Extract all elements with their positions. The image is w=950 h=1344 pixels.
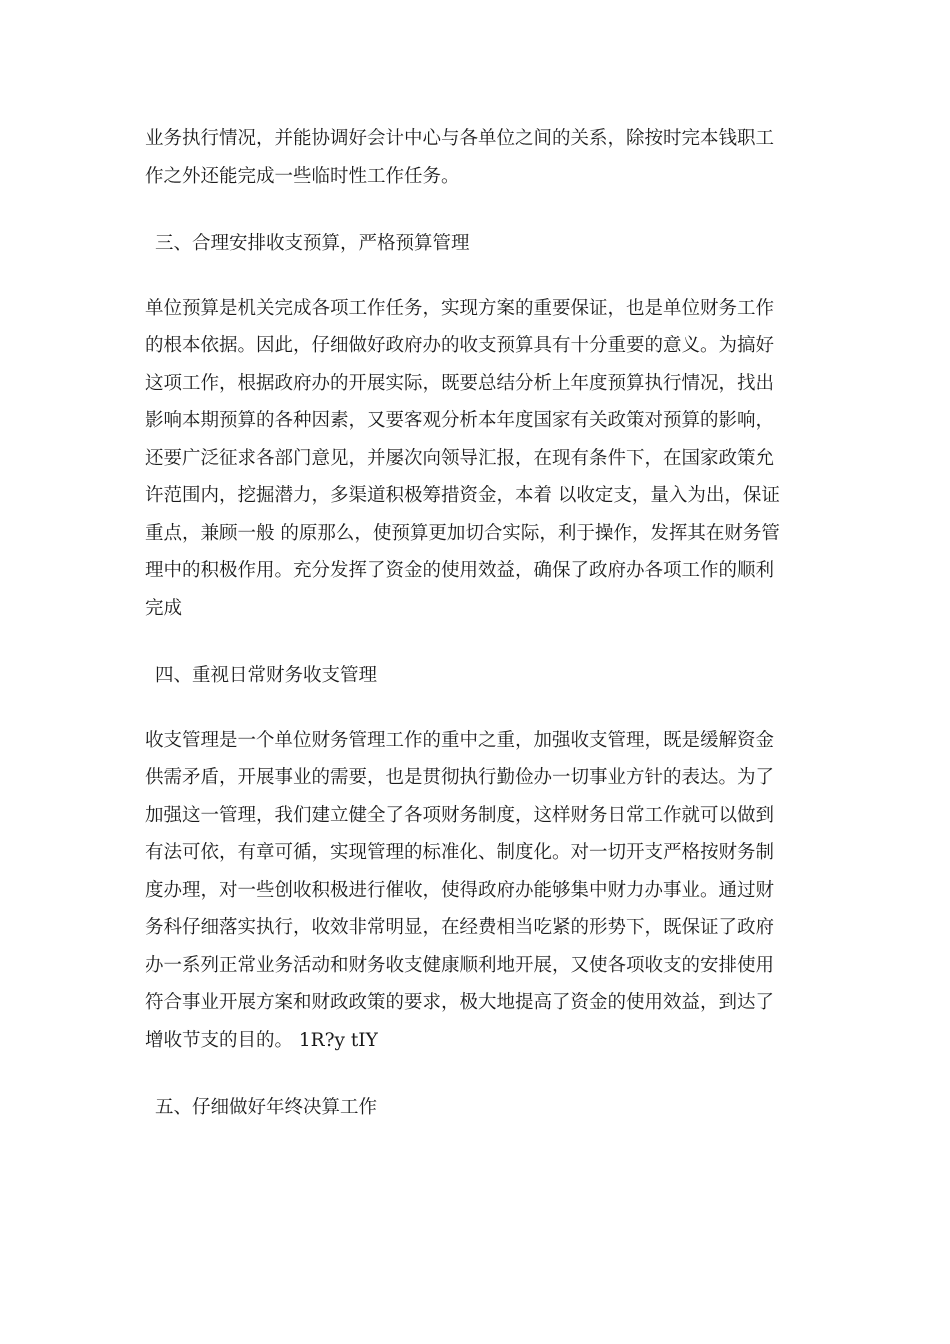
text-line: 作之外还能完成一些临时性工作任务。	[145, 165, 460, 187]
paragraph-expenditure	[145, 722, 810, 1060]
text-line: 理中的积极作用。充分发挥了资金的使用效益，确保了政府办各项工作的顺利	[145, 560, 775, 581]
section-heading-4: 四、重视日常财务收支管理	[155, 665, 378, 686]
text-line: 还要广泛征求各部门意见，并屡次向领导汇报，在现有条件下，在国家政策允	[145, 447, 775, 469]
text-line: 这项工作，根据政府办的开展实际，既要总结分析上年度预算执行情况，找出	[145, 372, 775, 394]
text-line: 务科仔细落实执行，收效非常明显，在经费相当吃紧的形势下，既保证了政府	[145, 917, 775, 938]
paragraph-intro	[145, 120, 810, 195]
document-page	[145, 120, 810, 1127]
paragraph-budget	[145, 290, 810, 628]
text-line: 的根本依据。因此，仔细做好政府办的收支预算具有十分重要的意义。为搞好	[145, 335, 775, 356]
text-line: 有法可依，有章可循，实现管理的标准化、制度化。对一切开支严格按财务制	[145, 842, 775, 863]
text-line: 供需矛盾，开展事业的需要，也是贯彻执行勤俭办一切事业方针的表达。为了	[145, 767, 775, 788]
text-line: 增收节支的目的。 1R?y tIY	[145, 1029, 378, 1051]
text-line: 度办理，对一些创收积极进行催收，使得政府办能够集中财力办事业。通过财	[145, 879, 775, 901]
section-heading-3: 三、合理安排收支预算，严格预算管理	[155, 233, 470, 254]
text-line: 办一系列正常业务活动和财务收支健康顺利地开展，又使各项收支的安排使用	[145, 954, 775, 976]
text-line: 业务执行情况，并能协调好会计中心与各单位之间的关系，除按时完本钱职工	[145, 128, 775, 149]
text-line: 完成	[145, 597, 183, 619]
text-line: 加强这一管理，我们建立健全了各项财务制度，这样财务日常工作就可以做到	[145, 804, 775, 826]
text-line: 重点，兼顾一般 的原那么，使预算更加切合实际，利于操作，发挥其在财务管	[145, 522, 780, 544]
text-line: 收支管理是一个单位财务管理工作的重中之重，加强收支管理，既是缓解资金	[145, 729, 775, 751]
section-heading-5: 五、仔细做好年终决算工作	[155, 1097, 378, 1118]
text-line: 符合事业开展方案和财政政策的要求，极大地提高了资金的使用效益，到达了	[145, 992, 775, 1013]
text-line: 许范围内，挖掘潜力，多渠道积极筹措资金，本着 以收定支，量入为出，保证	[145, 485, 780, 506]
text-line: 单位预算是机关完成各项工作任务，实现方案的重要保证，也是单位财务工作	[145, 297, 775, 319]
text-line: 影响本期预算的各种因素，又要客观分析本年度国家有关政策对预算的影响，	[145, 410, 775, 431]
